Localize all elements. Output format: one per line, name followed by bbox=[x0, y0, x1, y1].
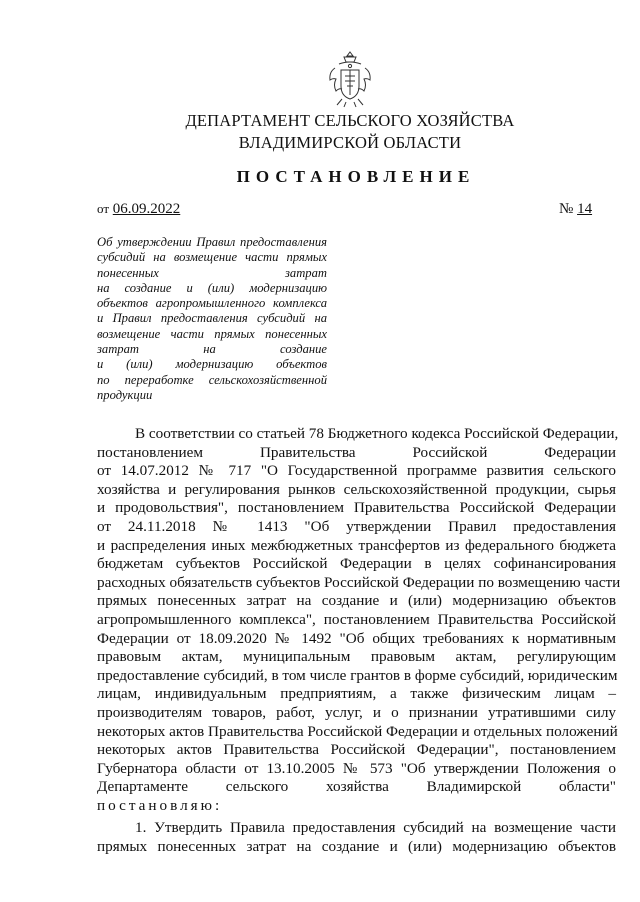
number-value: 14 bbox=[577, 201, 593, 217]
subject-line: возмещение части прямых понесенных bbox=[97, 326, 327, 341]
department-name-line2: ВЛАДИМИРСКОЙ ОБЛАСТИ bbox=[238, 133, 462, 152]
body-line: и продовольствия", постановлением Правительства Российской Федерации bbox=[97, 499, 616, 517]
item-1-line: 1. Утвердить Правила предоставления субсидий на возмещение части bbox=[135, 819, 616, 837]
body-line: хозяйства и регулирования рынков сельскохозяйственной продукции, сырья bbox=[97, 480, 616, 498]
subject-line: на создание и (или) модернизацию bbox=[97, 280, 327, 295]
body-line: некоторых актов Правительства Российской Федерации и отдельных положений bbox=[97, 722, 618, 740]
document-body bbox=[97, 425, 621, 857]
subject-line: по переработке сельскохозяйственной bbox=[97, 372, 327, 387]
coat-of-arms-emblem bbox=[326, 50, 374, 108]
document-subject bbox=[97, 235, 327, 403]
body-line: Федерации от 18.09.2020 № 1492 "Об общих требованиях к нормативным bbox=[97, 629, 616, 647]
subject-line: продукции bbox=[97, 387, 153, 402]
document-date bbox=[97, 201, 180, 218]
document-number bbox=[559, 201, 592, 218]
body-line: и распределения иных межбюджетных трансфертов из федерального бюджета bbox=[97, 536, 616, 554]
date-value: 06.09.2022 bbox=[112, 201, 181, 217]
body-line: бюджетам субъектов Российской Федерации в целях софинансирования bbox=[97, 555, 616, 573]
number-prefix: № bbox=[559, 201, 574, 217]
body-line: расходных обязательств субъектов Российской Федерации по возмещению части bbox=[97, 573, 621, 591]
item-1-line: прямых понесенных затрат на создание и (или) модернизацию объектов bbox=[97, 838, 616, 856]
body-line: В соответствии со статьей 78 Бюджетного кодекса Российской Федерации, bbox=[135, 425, 619, 442]
body-line: некоторых актов Правительства Российской Федерации", постановлением bbox=[97, 741, 616, 759]
decree-word bbox=[97, 797, 616, 816]
subject-line: и Правил предоставления субсидий на bbox=[97, 311, 327, 326]
body-line: постановлением Правительства Российской Федерации bbox=[97, 443, 616, 461]
subject-line: объектов агропромышленного комплекса bbox=[97, 296, 327, 311]
body-line: агропромышленного комплекса", постановлением Правительства Российской bbox=[97, 610, 616, 628]
subject-line: понесенных затрат bbox=[97, 265, 327, 280]
body-line: от 14.07.2012 № 717 "О Государственной программе развития сельского bbox=[97, 462, 616, 480]
body-line: Департаменте сельского хозяйства Владимирской области" bbox=[97, 778, 616, 796]
department-name-line1: ДЕПАРТАМЕНТ СЕЛЬСКОГО ХОЗЯЙСТВА bbox=[185, 111, 515, 130]
body-line: прямых понесенных затрат на создание и (или) модернизацию объектов bbox=[97, 592, 616, 610]
subject-line: и (или) модернизацию объектов bbox=[97, 357, 327, 372]
document-type-title: ПОСТАНОВЛЕНИЕ bbox=[236, 167, 476, 186]
body-line: производителям товаров, работ, услуг, и о признании утратившими силу bbox=[97, 703, 616, 721]
subject-line: субсидий на возмещение части прямых bbox=[97, 250, 327, 265]
body-line: предоставление субсидий, в том числе грантов в форме субсидий, юридическим bbox=[97, 666, 618, 684]
subject-line: затрат на создание bbox=[97, 342, 327, 357]
body-line: от 24.11.2018 № 1413 "Об утверждении Правил предоставления bbox=[97, 517, 616, 535]
date-prefix: от bbox=[97, 201, 110, 216]
decree-word-text: постановляю: bbox=[97, 796, 223, 814]
body-line: лицам, индивидуальным предприятиям, а также физическим лицам – bbox=[97, 685, 616, 703]
body-line: правовым актам, муниципальным правовым актам, регулирующим bbox=[97, 648, 616, 666]
subject-line: Об утверждении Правил предоставления bbox=[97, 235, 327, 249]
body-line: Губернатора области от 13.10.2005 № 573 "Об утверждении Положения о bbox=[97, 759, 616, 777]
